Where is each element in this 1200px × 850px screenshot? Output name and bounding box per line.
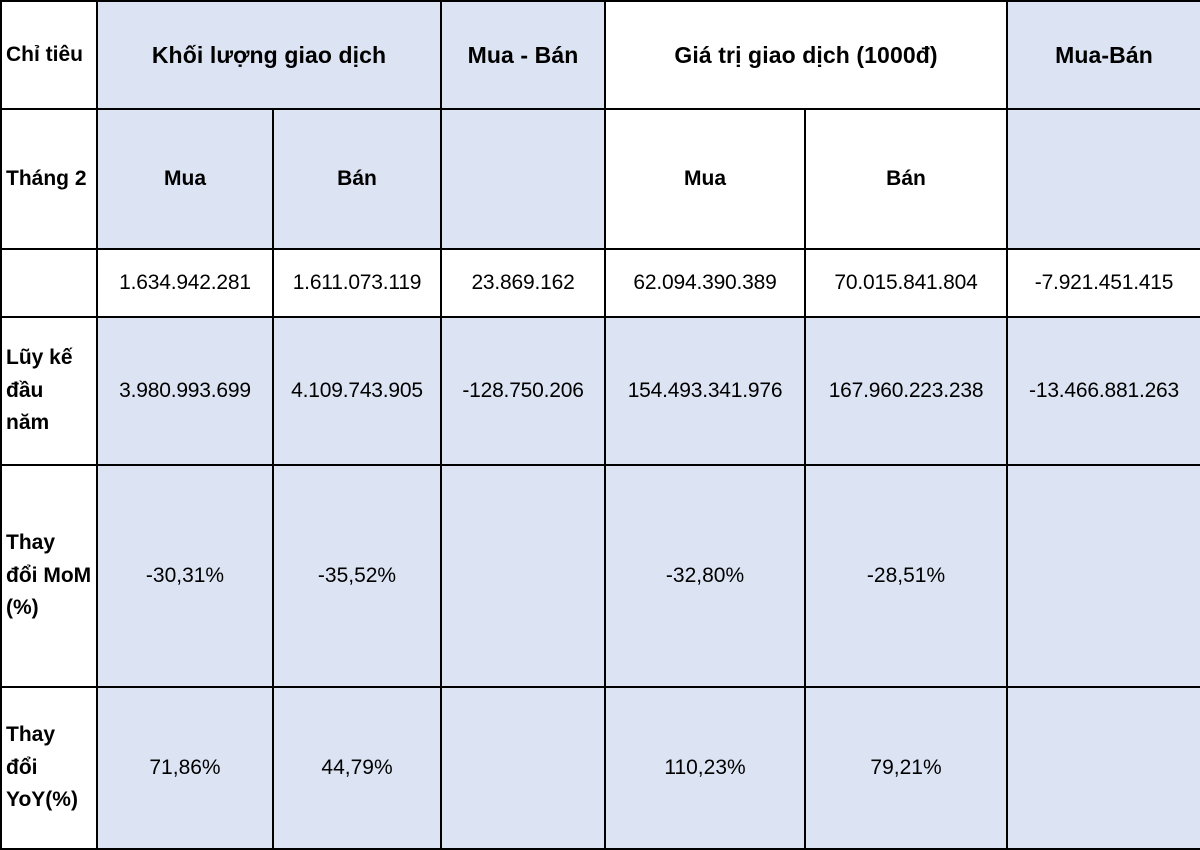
cell-value-sell: 79,21% xyxy=(805,687,1007,849)
header-indicator: Chỉ tiêu xyxy=(1,1,97,109)
header-net-value-blank xyxy=(1007,109,1200,249)
cell-net-volume: 23.869.162 xyxy=(441,249,605,317)
header-value-buy: Mua xyxy=(605,109,805,249)
row-label-mom: Thay đổi MoM (%) xyxy=(1,465,97,687)
cell-volume-sell: 4.109.743.905 xyxy=(273,317,441,465)
cell-value-buy: 154.493.341.976 xyxy=(605,317,805,465)
cell-volume-buy: -30,31% xyxy=(97,465,273,687)
cell-value-sell: 167.960.223.238 xyxy=(805,317,1007,465)
cell-net-value xyxy=(1007,465,1200,687)
row-label-cumulative: Lũy kế đầu năm xyxy=(1,317,97,465)
header-net-volume-blank xyxy=(441,109,605,249)
table-header-row-primary xyxy=(1,1,1200,109)
cell-volume-sell: -35,52% xyxy=(273,465,441,687)
cell-value-buy: 110,23% xyxy=(605,687,805,849)
cell-net-value: -7.921.451.415 xyxy=(1007,249,1200,317)
table-row xyxy=(1,249,1200,317)
header-volume-sell: Bán xyxy=(273,109,441,249)
row-label-yoy: Thay đổi YoY(%) xyxy=(1,687,97,849)
cell-volume-sell: 1.611.073.119 xyxy=(273,249,441,317)
cell-net-volume xyxy=(441,465,605,687)
cell-net-volume xyxy=(441,687,605,849)
cell-value-sell: 70.015.841.804 xyxy=(805,249,1007,317)
header-volume-buy: Mua xyxy=(97,109,273,249)
cell-value-buy: -32,80% xyxy=(605,465,805,687)
header-value-sell: Bán xyxy=(805,109,1007,249)
table-row xyxy=(1,465,1200,687)
header-value-group: Giá trị giao dịch (1000đ) xyxy=(605,1,1007,109)
header-net-value: Mua-Bán xyxy=(1007,1,1200,109)
cell-value-buy: 62.094.390.389 xyxy=(605,249,805,317)
table-header-row-secondary xyxy=(1,109,1200,249)
cell-volume-buy: 71,86% xyxy=(97,687,273,849)
header-net-volume: Mua - Bán xyxy=(441,1,605,109)
header-period: Tháng 2 xyxy=(1,109,97,249)
cell-net-volume: -128.750.206 xyxy=(441,317,605,465)
table-row xyxy=(1,687,1200,849)
cell-volume-buy: 1.634.942.281 xyxy=(97,249,273,317)
cell-net-value: -13.466.881.263 xyxy=(1007,317,1200,465)
header-volume-group: Khối lượng giao dịch xyxy=(97,1,441,109)
cell-volume-buy: 3.980.993.699 xyxy=(97,317,273,465)
cell-net-value xyxy=(1007,687,1200,849)
cell-value-sell: -28,51% xyxy=(805,465,1007,687)
row-label-month xyxy=(1,249,97,317)
table-row xyxy=(1,317,1200,465)
cell-volume-sell: 44,79% xyxy=(273,687,441,849)
